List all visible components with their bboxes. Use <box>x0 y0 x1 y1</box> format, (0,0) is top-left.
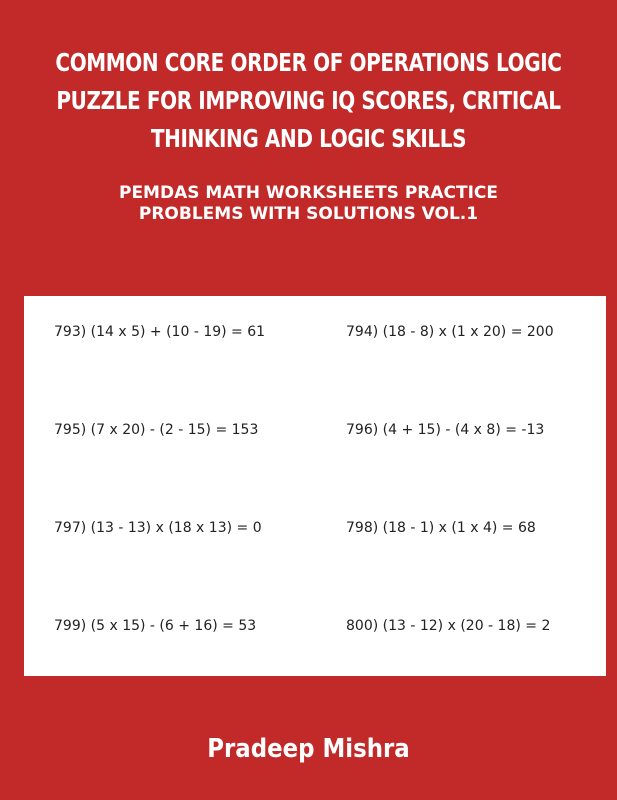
author-name: Pradeep Mishra <box>207 734 410 764</box>
worksheet-sample-panel <box>24 296 606 676</box>
problem-item: 799) (5 x 15) - (6 + 16) = 53 <box>54 618 257 634</box>
book-title <box>0 44 617 158</box>
problem-item: 793) (14 x 5) + (10 - 19) = 61 <box>54 324 266 340</box>
problem-item: 797) (13 - 13) x (18 x 13) = 0 <box>54 520 262 536</box>
subtitle-line: PEMDAS MATH WORKSHEETS PRACTICE <box>118 183 499 203</box>
book-subtitle <box>0 183 617 225</box>
title-line: COMMON CORE ORDER OF OPERATIONS LOGIC <box>55 48 562 77</box>
title-line: PUZZLE FOR IMPROVING IQ SCORES, CRITICAL <box>56 86 561 115</box>
problem-item: 794) (18 - 8) x (1 x 20) = 200 <box>346 324 554 340</box>
problem-item: 800) (13 - 12) x (20 - 18) = 2 <box>346 618 551 634</box>
problem-item: 796) (4 + 15) - (4 x 8) = -13 <box>346 422 545 438</box>
problem-item: 798) (18 - 1) x (1 x 4) = 68 <box>346 520 536 536</box>
subtitle-line: PROBLEMS WITH SOLUTIONS VOL.1 <box>138 204 479 224</box>
problem-item: 795) (7 x 20) - (2 - 15) = 153 <box>54 422 259 438</box>
title-line: THINKING AND LOGIC SKILLS <box>150 124 467 153</box>
